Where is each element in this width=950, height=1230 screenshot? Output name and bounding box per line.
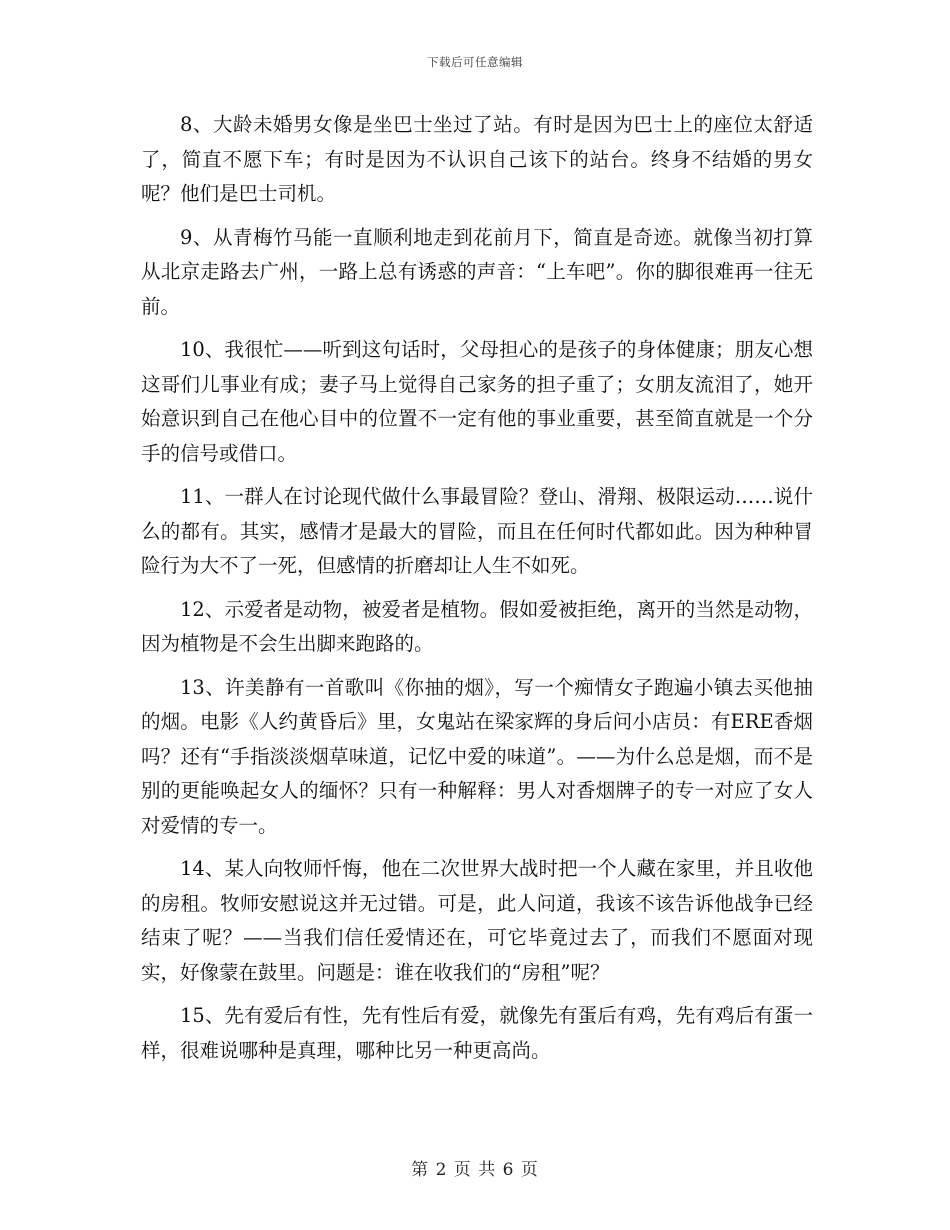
paragraph-11: 11、一群人在讨论现代做什么事最冒险？登山、滑翔、极限运动……说什么的都有。其实，感情才是最大的冒险，而且在任何时代都如此。因为种种冒险行为大不了一死，但感情的折磨却让人生不如死。: [141, 485, 813, 577]
page-header: 下载后可任意编辑: [427, 55, 523, 69]
paragraph-8: 8、大龄未婚男女像是坐巴士坐过了站。有时是因为巴士上的座位太舒适了，简直不愿下车；有时是因为不认识自己该下的站台。终身不结婚的男女呢？他们是巴士司机。: [141, 113, 813, 205]
page-footer: 第 2 页 共 6 页: [411, 1160, 539, 1180]
paragraph-15: 15、先有爱后有性，先有性后有爱，就像先有蛋后有鸡，先有鸡后有蛋一样，很难说哪种是真理，哪种比另一种更高尚。: [141, 1004, 813, 1062]
document-body: [141, 108, 813, 1077]
paragraph-12: 12、示爱者是动物，被爱者是植物。假如爱被拒绝，离开的当然是动物，因为植物是不会生出脚来跑路的。: [141, 597, 813, 655]
paragraph-14: 14、某人向牧师忏悔，他在二次世界大战时把一个人藏在家里，并且收他的房租。牧师安慰说这并无过错。可是，此人问道，我该不该告诉他战争已经结束了呢？——当我们信任爱情还在，可它毕竟过去了，而我们不愿面对现实，好像蒙在鼓里。问题是：谁在收我们的“房租”呢？: [141, 857, 813, 984]
paragraph-13: 13、许美静有一首歌叫《你抽的烟》，写一个痴情女子跑遍小镇去买他抽的烟。电影《人约黄昏后》里，女鬼站在梁家辉的身后问小店员：有ERE香烟吗？还有“手指淡淡烟草味道，记忆中爱的味道”。——为什么总是烟，而不是别的更能唤起女人的缅怀？只有一种解释：男人对香烟牌子的专一对应了女人对爱情的专一。: [141, 675, 813, 837]
paragraph-9: 9、从青梅竹马能一直顺利地走到花前月下，简直是奇迹。就像当初打算从北京走路去广州，一路上总有诱惑的声音：“上车吧”。你的脚很难再一往无前。: [141, 225, 813, 318]
paragraph-10: 10、我很忙——听到这句话时，父母担心的是孩子的身体健康；朋友心想这哥们儿事业有成；妻子马上觉得自己家务的担子重了；女朋友流泪了，她开始意识到自己在他心目中的位置不一定有他的事业重要，甚至简直就是一个分手的信号或借口。: [141, 338, 813, 465]
